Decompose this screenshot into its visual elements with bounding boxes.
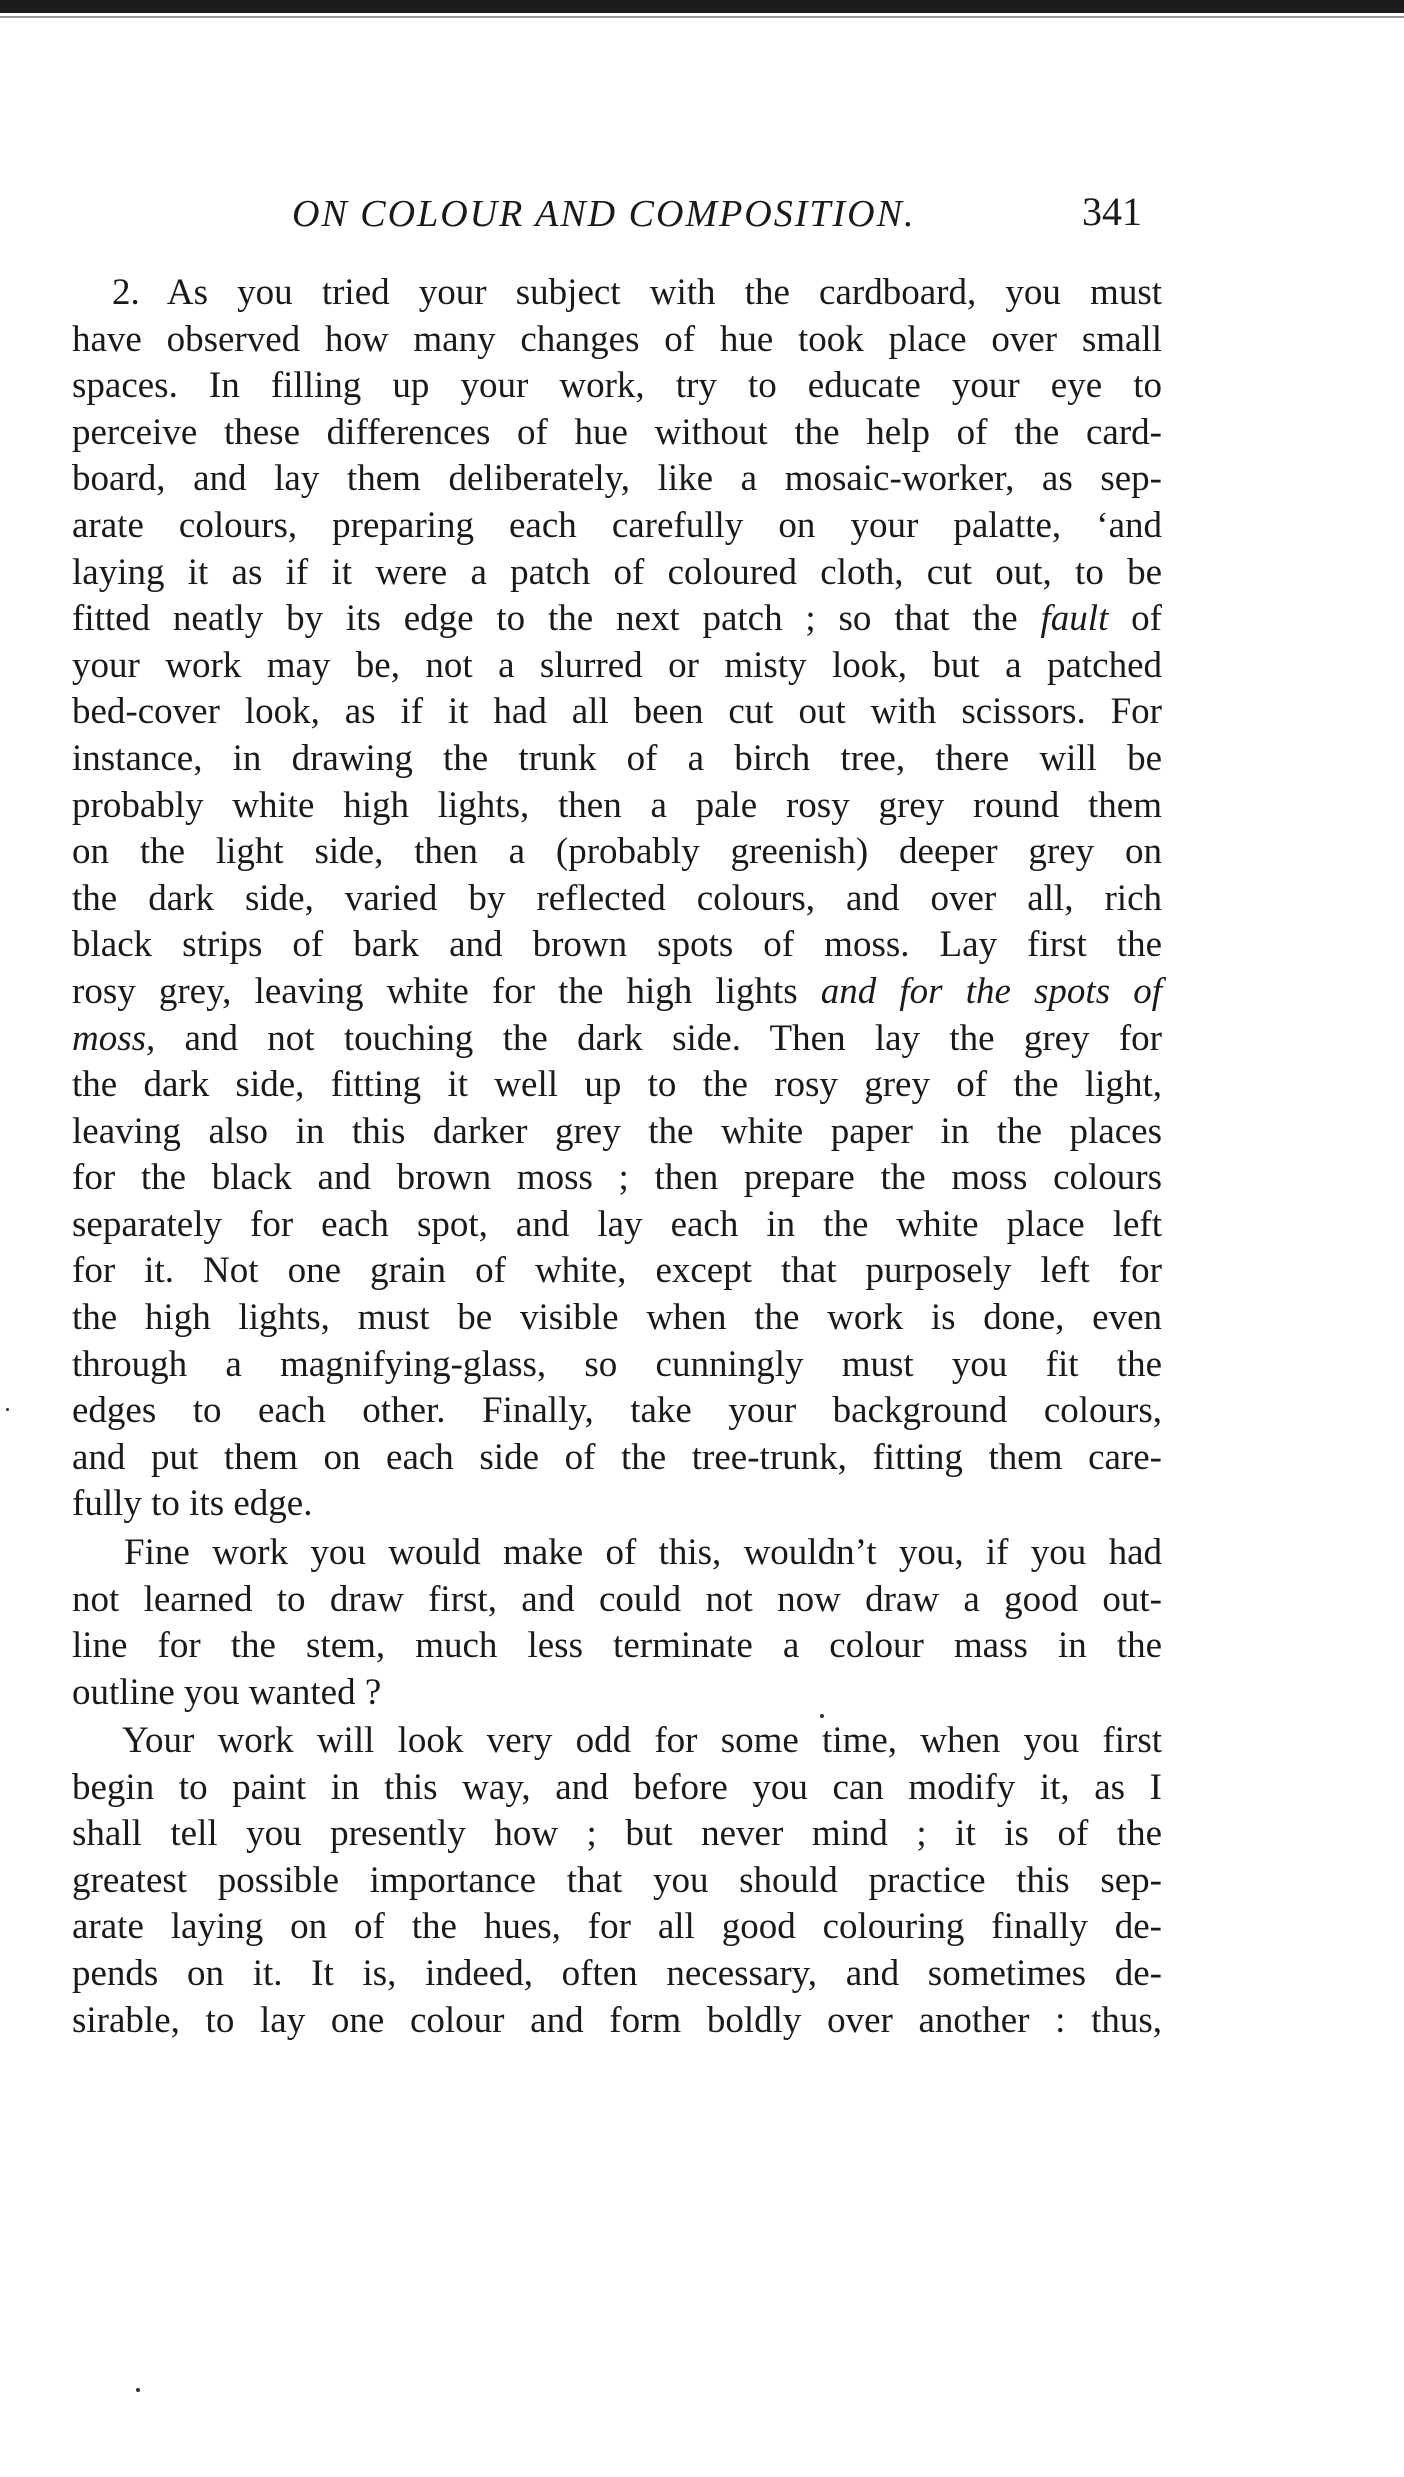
text-line: through a magnifying-glass, so cunningly must you fit the <box>72 1343 1162 1385</box>
text-line: leaving also in this darker grey the white paper in the places <box>72 1110 1162 1152</box>
text-line: not learned to draw first, and could not now draw a good out- <box>72 1578 1162 1620</box>
paragraph-1 <box>72 270 1162 1528</box>
print-speck <box>820 1714 824 1718</box>
text-line: begin to paint in this way, and before you can modify it, as I <box>72 1766 1162 1808</box>
text-line: fitted neatly by its edge to the next patch ; so that the fault of <box>72 598 1162 640</box>
text-line: the high lights, must be visible when the work is done, even <box>72 1297 1162 1339</box>
text-line: for it. Not one grain of white, except that purposely left for <box>72 1250 1162 1292</box>
text-line: pends on it. It is, indeed, often necessary, and sometimes de- <box>72 1952 1162 1994</box>
text-line: sirable, to lay one colour and form boldly over another : thus, <box>72 1999 1162 2041</box>
text-line: instance, in drawing the trunk of a birch tree, there will be <box>72 737 1162 779</box>
text-line: the dark side, varied by reflected colours, and over all, rich <box>72 877 1162 919</box>
running-head: ON COLOUR AND COMPOSITION. <box>292 193 916 235</box>
text-line: Your work will look very odd for some time, when you first <box>122 1720 1162 1761</box>
top-border-rule <box>0 0 1404 13</box>
text-line: fully to its edge. <box>72 1483 313 1525</box>
print-speck <box>6 1408 9 1411</box>
text-line: line for the stem, much less terminate a colour mass in the <box>72 1625 1162 1667</box>
text-line: 2. As you tried your subject with the cardboard, you must <box>112 272 1162 313</box>
text-line: outline you wanted ? <box>72 1671 382 1713</box>
text-line: arate laying on of the hues, for all good colouring finally de- <box>72 1906 1162 1948</box>
text-line: laying it as if it were a patch of coloured cloth, cut out, to be <box>72 551 1162 593</box>
text-line: for the black and brown moss ; then prepare the moss colours <box>72 1157 1162 1199</box>
text-line: shall tell you presently how ; but never mind ; it is of the <box>72 1813 1162 1855</box>
text-line: rosy grey, leaving white for the high lights and for the spots of <box>72 970 1162 1012</box>
print-speck <box>136 2388 140 2392</box>
text-line: bed-cover look, as if it had all been cut out with scissors. For <box>72 691 1162 733</box>
text-line: and put them on each side of the tree-trunk, fitting them care- <box>72 1436 1162 1478</box>
page-number: 341 <box>1082 189 1142 234</box>
text-line: your work may be, not a slurred or misty look, but a patched <box>72 644 1162 686</box>
text-line: on the light side, then a (probably greenish) deeper grey on <box>72 831 1162 873</box>
text-line: greatest possible importance that you should practice this sep- <box>72 1859 1162 1901</box>
text-line: board, and lay them deliberately, like a mosaic-worker, as sep- <box>72 458 1162 500</box>
text-line: edges to each other. Finally, take your background colours, <box>72 1390 1162 1432</box>
text-line: Fine work you would make of this, wouldn’t you, if you had <box>124 1532 1162 1573</box>
text-line: perceive these differences of hue without the help of the card- <box>72 411 1162 453</box>
text-line: black strips of bark and brown spots of moss. Lay first the <box>72 924 1162 966</box>
top-border-hairline <box>0 16 1404 18</box>
text-line: the dark side, fitting it well up to the rosy grey of the light, <box>72 1064 1162 1106</box>
text-line: moss, and not touching the dark side. Then lay the grey for <box>72 1017 1162 1059</box>
paragraph-3 <box>72 1718 1162 2044</box>
text-line: probably white high lights, then a pale rosy grey round them <box>72 784 1162 826</box>
text-line: separately for each spot, and lay each in the white place left <box>72 1203 1162 1245</box>
paragraph-2 <box>72 1530 1162 1716</box>
text-line: have observed how many changes of hue took place over small <box>72 318 1162 360</box>
text-line: spaces. In filling up your work, try to educate your eye to <box>72 365 1162 407</box>
text-line: arate colours, preparing each carefully on your palatte, ‘and <box>72 504 1162 546</box>
